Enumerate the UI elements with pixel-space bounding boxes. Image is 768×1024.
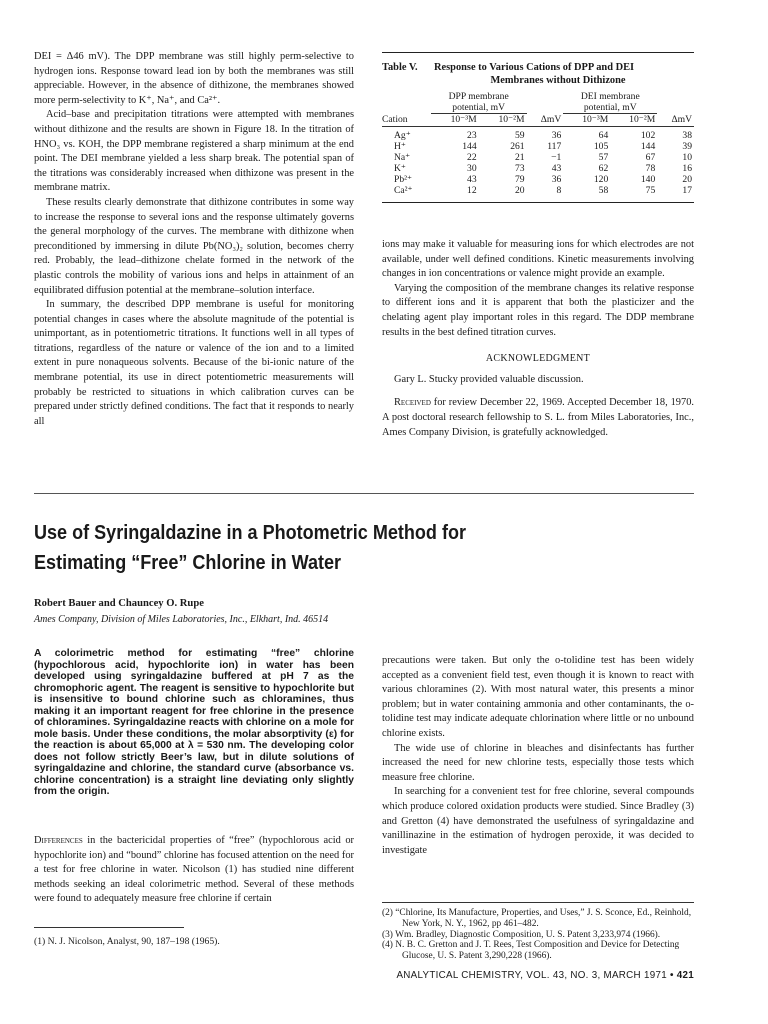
cell: 17 <box>682 185 692 196</box>
footnote-1: (1) N. J. Nicolson, Analyst, 90, 187–198 (1965). <box>34 936 220 947</box>
cell: 140 <box>640 174 656 185</box>
acknowledgment-heading: ACKNOWLEDGMENT <box>485 353 591 365</box>
footnote-2: (2) “Chlorine, Its Manufacture, Properties, and Uses,” J. S. Sconce, Ed., Reinhold, New York, N. Y., 1962, pp 461–482. <box>382 908 692 929</box>
title-line: Use of Syringaldazine in a Photometric Method for <box>34 521 467 544</box>
cell: 43 <box>551 163 562 174</box>
paragraph: In summary, the described DPP membrane is useful for monitoring potential changes in cases where the absolute magnitude of the potential is unimportant, as in potentiometric titrations. It functions well in all types of titrations, regardless of the nature or valence of the ion and to a limited extent in pure nonaqueous solvents. Because of the bi-ionic nature of the membrane potential, its use in direct potentiometric measurements will probably be restricted to situations in which calibration curves can be prepared under strictly defined conditions. The fact that it responds to nearly all <box>34 299 354 427</box>
table-row <box>382 174 694 185</box>
cell: 12 <box>467 185 477 196</box>
title-line: Estimating “Free” Chlorine in Water <box>34 551 342 574</box>
column-header: 10⁻²M <box>479 114 527 127</box>
paragraph: These results clearly demonstrate that dithizone contributes in some way to increase the response to several ions and the response ultimately governs the general morphology of the curves. The membrane with dithizone when preconditioned by immersing in dilute Pb(NO₃)₂ solution, becomes cherry red. Probably, the lead–dithizone chelate formed in the network of the plastic controls the mobility of various ions and helps in attainment of an equilibrated diffusion potential at the membrane–solution interface. <box>34 196 354 296</box>
cell: 75 <box>645 185 656 196</box>
footnotes-right <box>382 908 694 962</box>
footer-bullet: • <box>669 970 674 981</box>
cell: 59 <box>514 130 525 141</box>
cation-response-table <box>382 91 694 196</box>
journal-citation: ANALYTICAL CHEMISTRY, VOL. 43, NO. 3, MARCH 1971 <box>396 970 667 981</box>
paragraph: ions may make it valuable for measuring ions for which electrodes are not available, under well defined conditions. Kinetic measurements involving changes in ion concentrations or valence might provide an example. <box>382 239 694 280</box>
right-column-continued-text <box>382 238 694 440</box>
cell: 36 <box>551 174 562 185</box>
cell: 144 <box>640 141 656 152</box>
page-number: 421 <box>676 970 694 981</box>
cell: 57 <box>598 152 609 163</box>
affiliation: Ames Company, Division of Miles Laboratories, Inc., Elkhart, Ind. 46514 <box>34 614 329 625</box>
cell-cation: H⁺ <box>394 141 406 152</box>
cell: 39 <box>682 141 692 152</box>
cell: 38 <box>682 130 692 141</box>
cell: 58 <box>598 185 609 196</box>
intro-text: in the bactericidal properties of “free” (hypochlorous acid or hypochlorite ion) and “bound” chlorine has focused attention on the need for a test for free chlorine in water. Nicolson (1) has studied nine different methods seeking an ideal colorimetric method. Several of these methods were found to adequately measure free chlorine if certain <box>34 835 354 905</box>
cell-cation: Na⁺ <box>394 152 411 163</box>
cell: 67 <box>645 152 656 163</box>
table-v <box>382 52 694 203</box>
column-header: 10⁻³M <box>563 114 610 127</box>
table-row <box>382 152 694 163</box>
cell: 261 <box>510 141 525 152</box>
paragraph: Acid–base and precipitation titrations were attempted with membranes without dithizone and the results are shown in Figure 18. In the titration of HNO₃ vs. KOH, the DPP membrane registered a sharp minimum at the end point. The DEI membrane yielded a less sharp break. The potential span of the titrations was considerably increased when dithizone was present in the membrane matrix. <box>34 109 354 194</box>
cell: 102 <box>640 130 656 141</box>
cell: 105 <box>593 141 609 152</box>
cell: 23 <box>467 130 477 141</box>
table-bottom-rule <box>382 202 694 203</box>
abstract: A colorimetric method for estimating “free” chlorine (hypochlorous acid, hypochlorite ion) in water has been developed using syringaldazine buffered at pH 7 as the chromophoric agent. The reagent is sensitive to hypochlorite but is insensitive to bound chlorine such as chloramines, thus making it an important reagent for free chlorine in the presence of chloramines. Syringaldazine reacts with chlorine on a mole for mole basis. Under these conditions, the molar absorptivity (ε) for the reaction is about 65,000 at λ = 530 nm. The developing color does not follow strictly Beer’s law, but in dilute solutions of syringaldazine and chlorine, the standard curve (absorbance vs. chlorine concentration) is a straight line deviating only slightly from the origin. <box>34 648 354 797</box>
group-subheader-dpp: potential, mV <box>431 102 527 114</box>
group-subheader-dei: potential, mV <box>563 102 657 114</box>
column-header-cation: Cation <box>382 114 431 127</box>
table-caption-line2: Membranes without Dithizone <box>490 75 626 86</box>
cell: 78 <box>645 163 656 174</box>
cell: 22 <box>467 152 477 163</box>
paragraph: Varying the composition of the membrane changes its relative response to different ions and it is apparent that both the plasticizer and the chelating agent play important roles in this regard. The DDP membrane results in the best defined titration curves. <box>382 282 694 338</box>
received-note <box>382 396 694 440</box>
article-title <box>34 518 685 578</box>
footnote-3: (3) Wm. Bradley, Diagnostic Composition, U. S. Patent 3,233,974 (1966). <box>382 929 661 940</box>
cell-cation: Pb²⁺ <box>394 174 413 185</box>
table-row <box>382 163 694 174</box>
footnote-rule <box>382 902 694 903</box>
column-header: 10⁻²M <box>610 114 657 127</box>
paragraph: precautions were taken. But only the o-tolidine test has been widely accepted as a convenient field test, even though it is known to react with various chloramines (2). With most natural water, this presents a minor problem; but in water containing ammonia and other contaminants, the o-tolidine test may indicate adequate chlorination where little or no unbound chlorine exists. <box>382 655 694 739</box>
group-header-dei: DEI membrane <box>580 91 640 102</box>
cell: 20 <box>514 185 525 196</box>
column-header: ΔmV <box>657 114 694 127</box>
paragraph: The wide use of chlorine in bleaches and disinfectants has further increased the need for new chlorine tests, especially those tests which measure free chlorine. <box>382 742 694 783</box>
cell: 21 <box>514 152 525 163</box>
received-text: for review December 22, 1969. Accepted December 18, 1970. A post doctoral research fellowship to S. L. from Miles Laboratories, Inc., Ames Company Division, is gratefully acknowledged. <box>382 397 694 438</box>
cell: 73 <box>514 163 525 174</box>
cell: 117 <box>547 141 562 152</box>
footnote-rule <box>34 927 184 928</box>
table-caption-line1: Response to Various Cations of DPP and DEI <box>434 62 635 73</box>
cell-cation: K⁺ <box>394 163 406 174</box>
cell: 8 <box>556 185 562 196</box>
cell: 79 <box>514 174 525 185</box>
table-caption <box>382 61 694 87</box>
cell: 62 <box>598 163 609 174</box>
cell: 16 <box>682 163 692 174</box>
intro-paragraph <box>34 834 354 907</box>
table-label: Table V. <box>382 62 418 73</box>
cell: 120 <box>593 174 609 185</box>
table-top-rule <box>382 52 694 53</box>
cell: 43 <box>467 174 477 185</box>
cell: 10 <box>682 152 692 163</box>
cell: 144 <box>462 141 477 152</box>
table-row <box>382 127 694 142</box>
paragraph: In searching for a convenient test for free chlorine, several compounds which produce colored oxidation products were studied. Since Bradley (3) and Gretton (4) have demonstrated the usefulness of syringaldazine and vanillinazine in the estimation of hydrogen peroxide, it was decided to investigate <box>382 786 694 856</box>
footnote-4: (4) N. B. C. Gretton and J. T. Rees, Test Composition and Device for Detecting Glucose, U. S. Patent 3,290,228 (1966). <box>382 940 680 962</box>
cell-cation: Ag⁺ <box>394 130 411 141</box>
cell: 20 <box>682 174 692 185</box>
page-footer <box>382 970 694 981</box>
cell: −1 <box>551 152 562 163</box>
article-divider <box>34 493 694 494</box>
table-row <box>382 141 694 152</box>
received-label: Received <box>394 397 431 409</box>
column-header: 10⁻³M <box>431 114 479 127</box>
intro-lead: Differences <box>34 835 83 846</box>
authors: Robert Bauer and Chauncey O. Rupe <box>34 598 204 609</box>
cell: 36 <box>551 130 562 141</box>
cell: 64 <box>598 130 609 141</box>
right-column-body <box>382 654 694 858</box>
left-column-continued-text <box>34 50 354 429</box>
paragraph: DEI = Δ46 mV). The DPP membrane was still highly perm-selective to hydrogen ions. Response toward lead ion by both the membranes was still appreciable. However, in the absence of dithizone, the membranes showed more perm-selectivity to K⁺, Na⁺, and Ca²⁺. <box>34 51 354 106</box>
cell-cation: Ca²⁺ <box>394 185 413 196</box>
group-header-dpp: DPP membrane <box>448 91 509 102</box>
table-row <box>382 185 694 196</box>
acknowledgment-text: Gary L. Stucky provided valuable discussion. <box>394 373 584 385</box>
column-header: ΔmV <box>527 114 564 127</box>
cell: 30 <box>467 163 477 174</box>
